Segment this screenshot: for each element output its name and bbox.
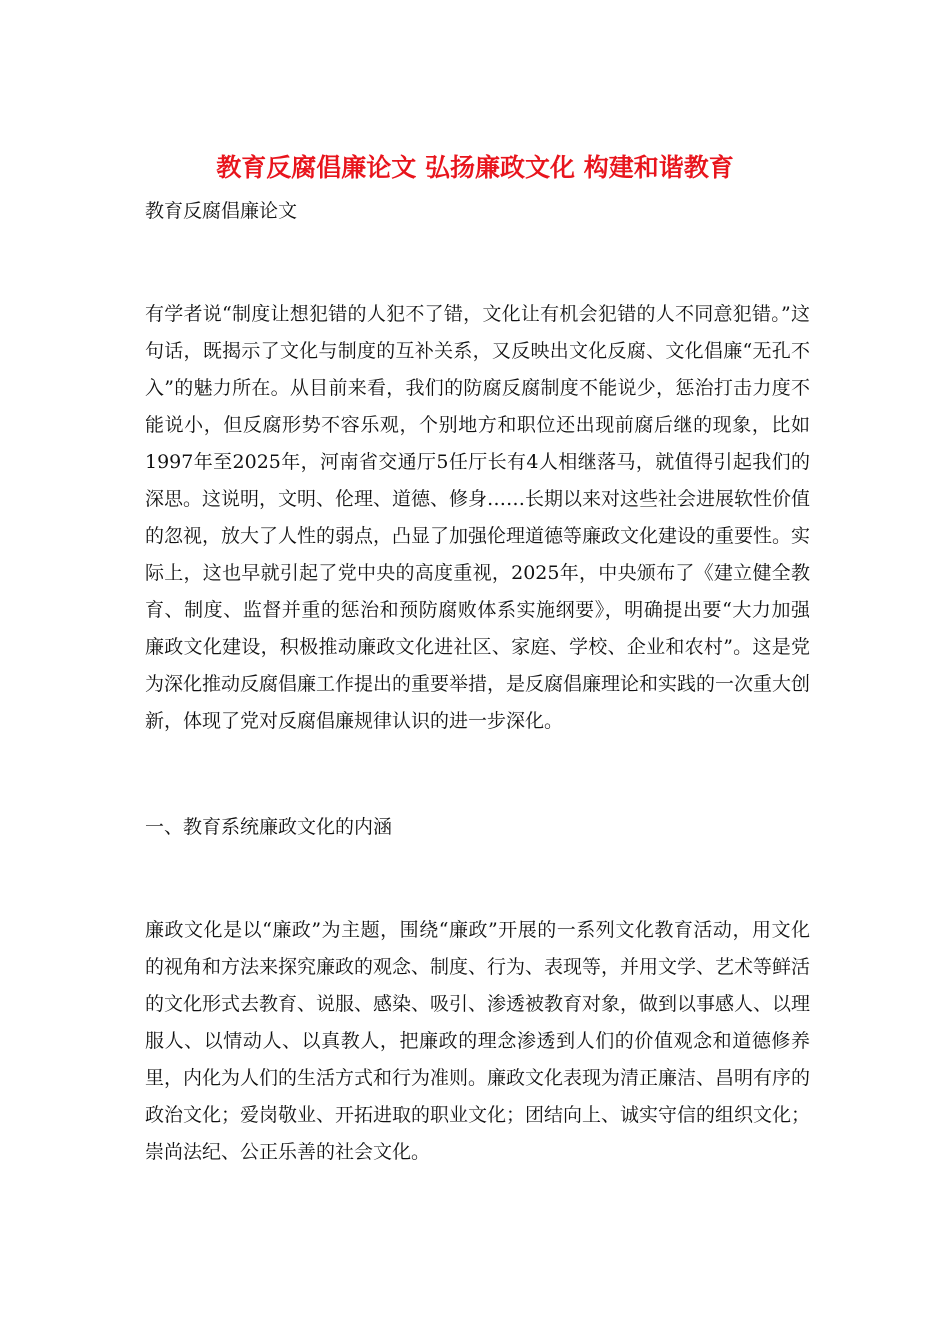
document-title: 教育反腐倡廉论文 弘扬廉政文化 构建和谐教育	[216, 153, 734, 182]
section-heading: 一、教育系统廉政文化的内涵	[145, 816, 393, 838]
document-subtitle: 教育反腐倡廉论文	[145, 200, 298, 222]
body-paragraph-intro: 有学者说“制度让想犯错的人犯不了错，文化让有机会犯错的人不同意犯错。”这句话，既揭示了文化与制度的互补关系，又反映出文化反腐、文化倡廉“无孔不入”的魅力所在。从目前来看，我们的防腐反腐制度不能说少，惩治打击力度不能说小，但反腐形势不容乐观，个别地方和职位还出现前腐后继的现象，比如1997年至2025年，河南省交通厅5任厅长有4人相继落马，就值得引起我们的深思。这说明，文明、伦理、道德、修身……长期以来对这些社会进展软性价值的忽视，放大了人性的弱点，凸显了加强伦理道德等廉政文化建设的重要性。实际上，这也早就引起了党中央的高度重视，2025年，中央颁布了《建立健全教育、制度、监督并重的惩治和预防腐败体系实施纲要》，明确提出要“大力加强廉政文化建设，积极推动廉政文化进社区、家庭、学校、企业和农村”。这是党为深化推动反腐倡廉工作提出的重要举措，是反腐倡廉理论和实践的一次重大创新，体现了党对反腐倡廉规律认识的进一步深化。	[145, 303, 811, 732]
body-paragraph-definition: 廉政文化是以“廉政”为主题，围绕“廉政”开展的一系列文化教育活动，用文化的视角和方法来探究廉政的观念、制度、行为、表现等，并用文学、艺术等鲜活的文化形式去教育、说服、感染、吸引、渗透被教育对象，做到以事感人、以理服人、以情动人、以真教人，把廉政的理念渗透到人们的价值观念和道德修养里，内化为人们的生活方式和行为准则。廉政文化表现为清正廉洁、昌明有序的政治文化；爱岗敬业、开拓进取的职业文化；团结向上、诚实守信的组织文化；崇尚法纪、公正乐善的社会文化。	[145, 919, 811, 1163]
